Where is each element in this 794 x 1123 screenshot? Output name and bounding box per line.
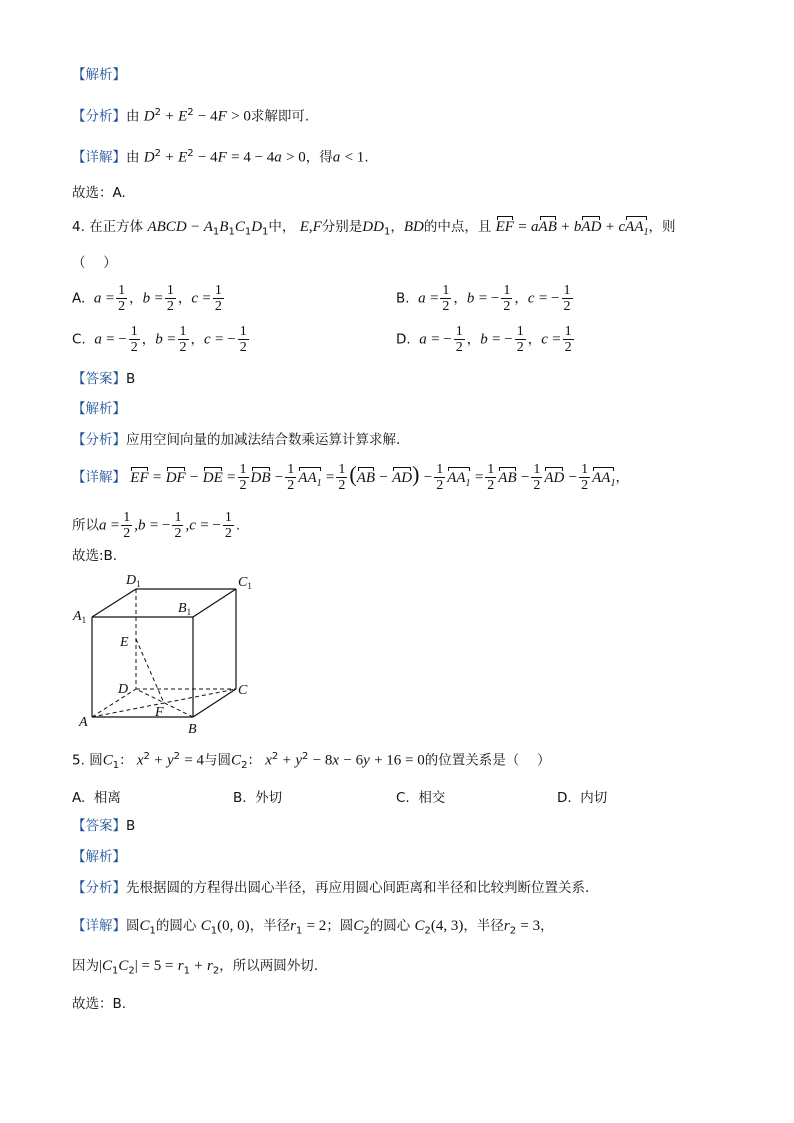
jiexi-heading-q5: 【解析】	[72, 849, 126, 865]
analysis-line-q3: 【分析】由 $D^2 + E^2 - 4F > 0$求解即可.	[72, 107, 310, 125]
q5-option-a: A. 相离	[72, 790, 121, 806]
answer-line-q5: 故选：B.	[72, 996, 127, 1012]
answer-line-q4: 故选:B.	[72, 548, 118, 564]
label-D1: $D_1$	[126, 573, 141, 589]
label-B1: $B_1$	[178, 601, 192, 617]
question-4-paren: （ ）	[72, 255, 117, 271]
analysis-line-q4: 【分析】应用空间向量的加减法结合数乘运算计算求解.	[72, 432, 401, 448]
label-B: B	[188, 722, 197, 737]
label-F: F	[155, 705, 164, 720]
because-line-q5: 因为$|C_1C_2| = 5 = r_1 + r_2$，所以两圆外切.	[72, 958, 319, 977]
seg-E-F	[136, 639, 164, 703]
label-E: E	[120, 635, 129, 650]
cube-figure	[70, 570, 270, 740]
question-4-stem: 4. 在正方体 ABCD − $A_1B_1C_1D_1$中， E,F分别是$DD_1$，BD的中点，且 EF = aAB + bAD + cAA$_1$，则	[72, 218, 675, 242]
conclusion-q4: 所以a = $\frac{1}{2}$ ,b = − $\frac{1}{2}$ ,c = − $\frac{1}{2}$ .	[72, 510, 241, 541]
q5-option-c: C. 相交	[396, 790, 446, 806]
q4-option-b: B. a = $\frac{1}{2}$ ，b = − $\frac{1}{2}$ ，c = − $\frac{1}{2}$	[396, 283, 571, 314]
q5-option-d: D. 内切	[557, 790, 608, 806]
answer-q5: 【答案】B	[72, 818, 136, 834]
label-D: D	[118, 682, 129, 697]
analysis-line-q5: 【分析】先根据圆的方程得出圆心半径，再应用圆心间距离和半径和比较判断位置关系.	[72, 880, 590, 896]
q5-option-b: B. 外切	[233, 790, 283, 806]
label-C: C	[238, 683, 248, 698]
detail-line-q5: 【详解】圆$C_1$的圆心 $C_1(0$, 0)，半径$r_1 = 2$；圆$C_2$的圆心 $C_2(4$, 3)，半径$r_2 = 3$，	[72, 918, 554, 937]
label-A: A	[79, 715, 88, 730]
question-5-stem: 5. 圆$C_1$： $x^2 + y^2 = 4$与圆$C_2$： $x^2 + y^2 - 8x - 6y + 16 = 0$的位置关系是（ ）	[72, 751, 551, 772]
detail-line-q3: 【详解】由 $D^2 + E^2 - 4F = 4 - 4a > 0$，得a < 1.	[72, 148, 369, 166]
answer-line-q3: 故选：A.	[72, 185, 126, 201]
edge-B-C	[193, 689, 236, 717]
label-C1: $C_1$	[238, 575, 252, 591]
q4-option-d: D. a = − $\frac{1}{2}$ ，b = − $\frac{1}{2}$ ，c = $\frac{1}{2}$	[396, 324, 572, 355]
edge-A1-D1	[92, 589, 136, 617]
q4-option-a: A. a = $\frac{1}{2}$ ，b = $\frac{1}{2}$ ，c = $\frac{1}{2}$	[72, 283, 222, 314]
jiexi-heading-q4: 【解析】	[72, 401, 126, 417]
q4-option-c: C. a = − $\frac{1}{2}$ ，b = $\frac{1}{2}$ ，c = − $\frac{1}{2}$	[72, 324, 247, 355]
jiexi-heading-q3: 【解析】	[72, 67, 126, 83]
edge-B1-C1	[193, 589, 236, 617]
label-A1: $A_1$	[73, 609, 87, 625]
detail-line-q4: 【详解】 EF = DF − DE = $\frac{1}{2}$ DB − $\frac{1}{2}$ $AA_1$ = $\frac{1}{2}$ (AB − AD) − $\frac{1}{2}$ $AA_1$ = $\frac{1}{2}$ AB − $\frac{1}{2}$ AD − $\frac{1}{2}$ $AA_1$，	[72, 461, 629, 493]
answer-q4: 【答案】B	[72, 371, 136, 387]
